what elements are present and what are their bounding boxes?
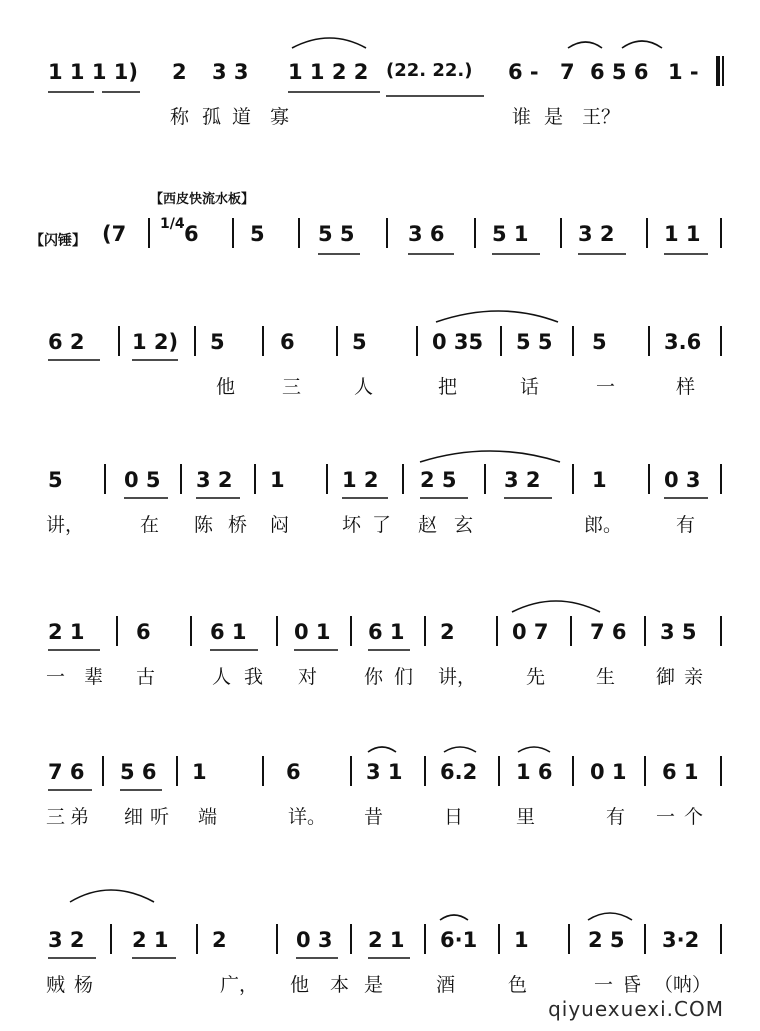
note-group: 0 1: [590, 760, 627, 784]
slur-mark: [292, 38, 366, 48]
barline: [116, 616, 118, 646]
lyric-char: 生: [596, 666, 616, 688]
barline: [644, 756, 646, 786]
lyric-char: 孤: [202, 106, 222, 128]
note-group: 2 1: [48, 620, 85, 644]
note-group: (22. 22.): [386, 60, 473, 81]
note-group: 6 1: [210, 620, 247, 644]
note-group: 7: [560, 60, 575, 84]
barline: [336, 326, 338, 356]
notes-line-6: [0, 752, 760, 796]
barline: [560, 218, 562, 248]
lyrics-line-1: [0, 102, 760, 128]
note-group: 1: [270, 468, 285, 492]
lyrics-line-7: [0, 970, 760, 996]
lyric-char: 一: [46, 666, 66, 688]
note-group: 1: [514, 928, 529, 952]
lyric-char: 本: [330, 974, 350, 996]
lyric-char: 端: [198, 806, 218, 828]
note-group: 5 5: [318, 222, 355, 246]
lyric-char: 赵: [418, 514, 438, 536]
note-group: 5: [592, 330, 607, 354]
lyric-char: 杨: [74, 974, 94, 996]
lyric-char: 话: [520, 376, 540, 398]
lyric-char: 陈: [194, 514, 214, 536]
note-group: 1 1: [664, 222, 701, 246]
barline: [644, 924, 646, 954]
barline: [262, 326, 264, 356]
lyric-char: 寡: [270, 106, 290, 128]
slur-mark: [70, 890, 154, 902]
watermark-text: qiyuexuexi.COM: [548, 997, 724, 1021]
barline: [262, 756, 264, 786]
lyrics-line-6: [0, 802, 760, 828]
note-group: 1: [192, 760, 207, 784]
note-group: 3 6: [408, 222, 445, 246]
barline: [572, 326, 574, 356]
lyric-char: 一: [656, 806, 676, 828]
lyrics-line-5: [0, 662, 760, 688]
barline: [276, 616, 278, 646]
note-group: 5 6: [120, 760, 157, 784]
barline: [720, 924, 722, 954]
lyric-char: 了: [372, 514, 392, 536]
percussion-label: 【闪锤】: [30, 233, 86, 249]
note-group: 0 5: [124, 468, 161, 492]
notes-line-3: [0, 322, 760, 366]
lyric-char: 有: [606, 806, 626, 828]
barline: [386, 218, 388, 248]
lyrics-line-3: [0, 372, 760, 398]
note-group: 3.6: [664, 330, 702, 354]
lyric-char: 亲: [684, 666, 704, 688]
lyric-char: 桥: [228, 514, 248, 536]
barline: [190, 616, 192, 646]
notes-line-7: [0, 920, 760, 964]
barline: [402, 464, 404, 494]
note-group: 2: [172, 60, 187, 84]
barline: [498, 924, 500, 954]
slur-mark: [622, 41, 662, 48]
barline: [176, 756, 178, 786]
lyric-char: 样: [676, 376, 696, 398]
barline: [500, 326, 502, 356]
note-group: 1 6: [516, 760, 553, 784]
note-group: 0 3: [664, 468, 701, 492]
lyrics-line-4: [0, 510, 760, 536]
lyric-char: 先: [526, 666, 546, 688]
slur-mark: [588, 913, 632, 920]
final-barline-thin: [722, 56, 724, 86]
lyric-char: 玄: [454, 514, 474, 536]
note-group: 6: [286, 760, 301, 784]
barline: [350, 616, 352, 646]
notes-line-2: [0, 214, 760, 258]
lyric-char: 你: [364, 666, 384, 688]
note-group: 6 -: [508, 60, 539, 84]
barline: [484, 464, 486, 494]
lyric-char: 古: [136, 666, 156, 688]
note-group: 0 7: [512, 620, 549, 644]
barline: [720, 464, 722, 494]
note-group: 2: [440, 620, 455, 644]
lyric-char: 王？: [582, 106, 621, 128]
lyric-char: 广，: [220, 974, 259, 996]
note-group: 6·1: [440, 928, 478, 952]
barline: [148, 218, 150, 248]
note-group: 2 1: [132, 928, 169, 952]
lyric-char: 听: [150, 806, 170, 828]
lyric-char: 有: [676, 514, 696, 536]
lyric-char: 里: [516, 806, 536, 828]
barline: [424, 616, 426, 646]
note-group: 3 2: [578, 222, 615, 246]
note-group: 1 2): [132, 330, 179, 354]
barline: [424, 756, 426, 786]
note-group: 6 5 6: [590, 60, 649, 84]
note-group: 1 1 2 2: [288, 60, 369, 84]
note-group: 5: [48, 468, 63, 492]
note-group: 1 2: [342, 468, 379, 492]
barline: [180, 464, 182, 494]
lyric-char: 辈: [84, 666, 104, 688]
lyric-char: 酒: [436, 974, 456, 996]
barline: [498, 756, 500, 786]
lyric-char: 闷: [270, 514, 290, 536]
lyric-char: 贼: [46, 974, 66, 996]
lyric-char: 人: [354, 376, 374, 398]
lyric-char: 是: [364, 974, 384, 996]
final-barline: [716, 56, 720, 86]
lyric-char: 讲，: [46, 514, 85, 536]
note-group: 5 1: [492, 222, 529, 246]
barline: [644, 616, 646, 646]
lyric-char: 在: [140, 514, 160, 536]
note-group: (7: [102, 222, 127, 246]
lyric-char: 细: [124, 806, 144, 828]
barline: [196, 924, 198, 954]
lyric-char: 个: [684, 806, 704, 828]
lyric-char: 昏: [622, 974, 642, 996]
barline: [416, 326, 418, 356]
lyric-char: 详。: [288, 806, 327, 828]
lyric-char: 我: [244, 666, 264, 688]
lyric-char: 三: [282, 376, 302, 398]
note-group: 2: [212, 928, 227, 952]
slur-mark: [568, 42, 602, 48]
note-group: 2 5: [588, 928, 625, 952]
barline: [570, 616, 572, 646]
note-group: 3 2: [48, 928, 85, 952]
notes-line-4: [0, 460, 760, 504]
note-group: 6: [184, 222, 199, 246]
note-group: 2 5: [420, 468, 457, 492]
barline: [424, 924, 426, 954]
lyric-char: 把: [438, 376, 458, 398]
tempo-label: 【西皮快流水板】: [150, 192, 255, 207]
note-group: 7 6: [48, 760, 85, 784]
lyric-char: （呐）: [654, 974, 712, 996]
barline: [720, 616, 722, 646]
barline: [474, 218, 476, 248]
note-group: 6 1: [368, 620, 405, 644]
time-signature: 1/4: [160, 216, 185, 232]
barline: [572, 756, 574, 786]
lyric-char: 色: [508, 974, 528, 996]
barline: [720, 756, 722, 786]
lyric-char: 弟: [70, 806, 90, 828]
barline: [568, 924, 570, 954]
barline: [326, 464, 328, 494]
barline: [720, 326, 722, 356]
note-group: 3 1: [366, 760, 403, 784]
lyric-char: 人: [212, 666, 232, 688]
note-group: 5: [352, 330, 367, 354]
lyric-char: 日: [444, 806, 464, 828]
note-group: 6: [280, 330, 295, 354]
notes-line-1: [0, 52, 760, 96]
barline: [276, 924, 278, 954]
barline: [648, 326, 650, 356]
lyric-char: 坏: [342, 514, 362, 536]
lyric-char: 谁: [512, 106, 532, 128]
note-group: 3 2: [196, 468, 233, 492]
barline: [110, 924, 112, 954]
note-group: 1 -: [668, 60, 699, 84]
lyric-char: 他: [290, 974, 310, 996]
barline: [254, 464, 256, 494]
lyric-char: 是: [544, 106, 564, 128]
slur-mark: [512, 601, 600, 612]
lyric-char: 他: [216, 376, 236, 398]
lyric-char: 一: [594, 974, 614, 996]
lyric-char: 讲，: [438, 666, 477, 688]
barline: [298, 218, 300, 248]
barline: [646, 218, 648, 248]
lyric-char: 们: [394, 666, 414, 688]
lyric-char: 昔: [364, 806, 384, 828]
barline: [118, 326, 120, 356]
note-group: 7 6: [590, 620, 627, 644]
note-group: 2 1: [368, 928, 405, 952]
note-group: 3 2: [504, 468, 541, 492]
barline: [720, 218, 722, 248]
barline: [350, 756, 352, 786]
barline: [648, 464, 650, 494]
slur-mark: [436, 311, 558, 322]
lyric-char: 三: [46, 806, 66, 828]
note-group: 0 1: [294, 620, 331, 644]
lyric-char: 郎。: [584, 514, 623, 536]
note-group: 3 3: [212, 60, 249, 84]
barline: [350, 924, 352, 954]
note-group: 6: [136, 620, 151, 644]
note-group: 6.2: [440, 760, 478, 784]
barline: [572, 464, 574, 494]
note-group: 6 1: [662, 760, 699, 784]
note-group: 5: [250, 222, 265, 246]
note-group: 1: [592, 468, 607, 492]
barline: [232, 218, 234, 248]
barline: [496, 616, 498, 646]
note-group: 3·2: [662, 928, 700, 952]
lyric-char: 道: [232, 106, 252, 128]
lyric-char: 一: [596, 376, 616, 398]
note-group: 6 2: [48, 330, 85, 354]
lyric-char: 御: [656, 666, 676, 688]
lyric-char: 称: [170, 106, 190, 128]
note-group: 0 35: [432, 330, 484, 354]
note-group: 3 5: [660, 620, 697, 644]
barline: [194, 326, 196, 356]
note-group: 1 1 1 1): [48, 60, 138, 84]
barline: [102, 756, 104, 786]
note-group: 5 5: [516, 330, 553, 354]
notes-line-5: [0, 612, 760, 656]
barline: [104, 464, 106, 494]
note-group: 5: [210, 330, 225, 354]
lyric-char: 对: [298, 666, 318, 688]
note-group: 0 3: [296, 928, 333, 952]
